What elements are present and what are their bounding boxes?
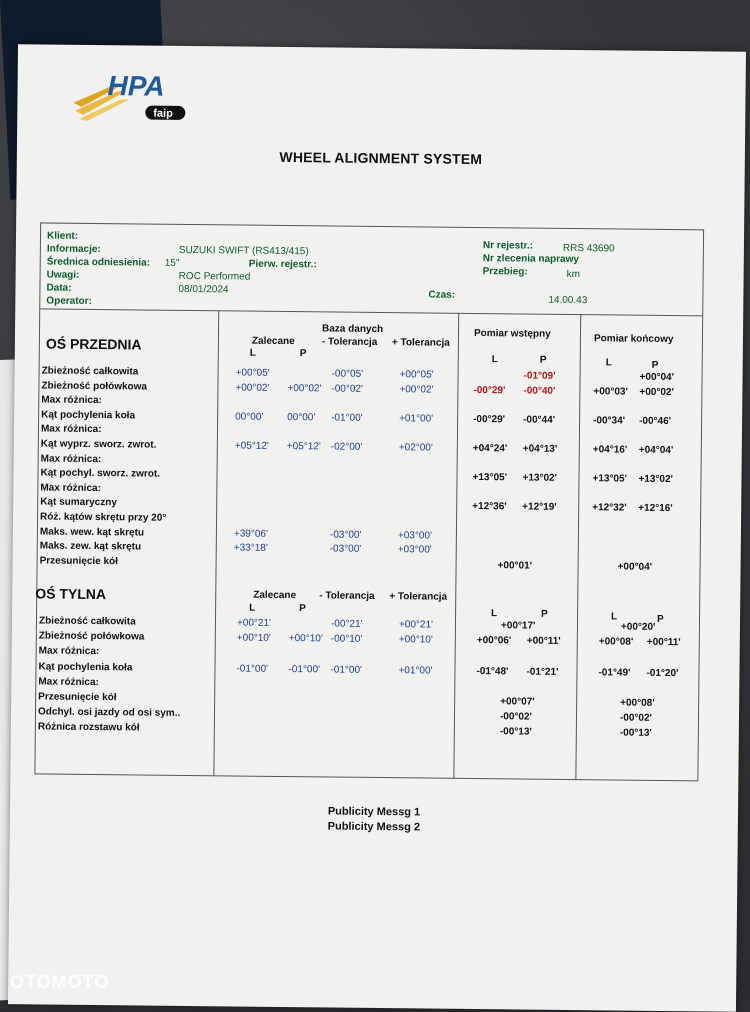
w-l-header: L <box>491 354 498 366</box>
initial-right-value: -00°44' <box>523 414 556 426</box>
row-label: Kąt pochylenia koła <box>38 661 133 674</box>
row-label: Maks. wew. kąt skrętu <box>39 526 145 539</box>
srednica-value: 15" <box>164 257 180 269</box>
tol-minus-header: - Tolerancja <box>321 336 378 348</box>
final-value: +00°04' <box>617 561 653 573</box>
final-left-value: -01°49' <box>598 666 631 679</box>
row-label: Max różnica: <box>38 645 100 658</box>
zal-l-header: L <box>249 347 256 359</box>
alignment-report-sheet <box>8 44 746 1012</box>
baza-header: Baza danych <box>321 323 384 336</box>
tolerance-minus-value: -02°00' <box>330 441 363 453</box>
row-label: Max różnica: <box>40 423 102 436</box>
initial-left-value: +04°24' <box>472 442 508 455</box>
publicity-message-2: Publicity Messg 2 <box>327 820 421 834</box>
tolerance-minus-value: -01°00' <box>330 664 363 676</box>
final-right-value: +13°02' <box>638 473 674 486</box>
tolerance-plus-value: +00°21' <box>398 619 434 631</box>
rear-zal-l-header: L <box>249 602 256 614</box>
final-right-value: +00°02' <box>639 386 674 398</box>
publicity-message-1: Publicity Messg 1 <box>327 805 421 819</box>
w-p-header: P <box>539 354 547 366</box>
recommended-left-value: -01°00' <box>236 663 269 675</box>
initial-right-value: +04°13' <box>522 443 558 455</box>
initial-value: +00°01' <box>497 560 533 572</box>
tolerance-minus-value: -00°10' <box>330 633 363 646</box>
rear-w-l-header: L <box>491 608 498 620</box>
row-label: Kąt pochyl. sworz. zwrot. <box>40 467 161 480</box>
recommended-left-value: +00°10' <box>236 632 271 645</box>
tolerance-minus-value: -00°05' <box>331 368 364 380</box>
row-label: Kąt wyprz. sworz. zwrot. <box>40 438 157 451</box>
recommended-left-value: +00°05' <box>235 367 270 379</box>
final-right-value: +00°04' <box>639 371 675 384</box>
k-l-header: L <box>605 357 612 369</box>
col-divider-3 <box>575 314 581 780</box>
rear-zal-p-header: P <box>299 603 306 615</box>
czas-value: 14.00.43 <box>548 294 588 307</box>
final-right-value: -01°20' <box>646 667 679 679</box>
srednica-label: Średnica odniesienia: <box>46 256 151 269</box>
row-label: Różnica rozstawu kół <box>37 721 140 734</box>
col-divider-1 <box>213 310 219 776</box>
initial-right-value: +13°02' <box>522 472 558 485</box>
hpa-faip-logo <box>73 65 194 126</box>
row-label: Przesunięcie kół <box>39 555 119 568</box>
final-right-value: +04°04' <box>638 444 674 457</box>
row-label: Max różnica: <box>38 676 99 688</box>
final-right-value: -00°46' <box>639 415 672 427</box>
recommended-left-value: +05°12' <box>234 440 269 452</box>
informacje-value: SUZUKI SWIFT (RS413/415) <box>178 244 309 258</box>
final-value: -00°02' <box>619 712 653 725</box>
data-value: 08/01/2024 <box>178 283 229 296</box>
recommended-right-value: +05°12' <box>286 441 321 453</box>
header-divider <box>40 308 702 316</box>
results-table <box>34 222 704 781</box>
rear-k-p-header: P <box>656 613 664 625</box>
tolerance-minus-value: -03°00' <box>329 543 362 555</box>
document-title: WHEEL ALIGNMENT SYSTEM <box>279 148 483 168</box>
row-label: Maks. zew. kąt skrętu <box>39 540 142 553</box>
row-label: Kąt pochylenia koła <box>41 409 136 422</box>
tolerance-minus-value: -00°02' <box>331 383 363 395</box>
recommended-left-value: +00°21' <box>236 617 272 629</box>
tolerance-plus-value: +00°05' <box>399 369 434 381</box>
row-label: Zbieżność całkowita <box>38 615 136 628</box>
row-label: Przesunięcie kół <box>38 691 117 704</box>
rear-w-p-header: P <box>541 608 548 620</box>
row-label: Zbieżność połówkowa <box>38 630 145 643</box>
row-label: Max różnica: <box>40 482 102 494</box>
tolerance-plus-value: +03°00' <box>397 544 432 556</box>
zal-p-header: P <box>299 348 307 360</box>
initial-left-value: +13°05' <box>472 472 508 484</box>
tolerance-plus-value: +01°00' <box>398 664 433 677</box>
final-value: +00°08' <box>620 697 655 709</box>
initial-left-value: -00°29' <box>473 384 506 396</box>
recommended-left-value: +00°02' <box>235 382 270 394</box>
tolerance-minus-value: -00°21' <box>330 618 363 630</box>
final-left-value: +00°03' <box>593 385 628 398</box>
czas-label: Czas: <box>428 289 456 301</box>
rear-axle-title: OŚ TYLNA <box>35 585 107 603</box>
przebieg-unit: km <box>566 268 581 281</box>
otomoto-watermark: OTOMOTO <box>10 972 110 992</box>
rear-zalecane-header: Zalecane <box>253 589 297 602</box>
recommended-left-value: +33°18' <box>233 542 268 555</box>
zalecane-header: Zalecane <box>251 335 295 348</box>
nr-zlec-label: Nr zlecenia naprawy <box>482 253 580 266</box>
initial-value: -00°02' <box>499 711 533 723</box>
row-label: Zbieżność połówkowa <box>41 380 148 393</box>
przebieg-label: Przebieg: <box>482 266 528 278</box>
row-label: Kąt sumaryczny <box>40 496 117 509</box>
recommended-right-value: 00°00' <box>287 411 316 424</box>
tolerance-plus-value: +01°00' <box>399 412 434 425</box>
final-left-value: +00°08' <box>598 636 634 648</box>
final-left-value: +12°32' <box>592 502 627 514</box>
initial-left-value: -01°48' <box>476 665 509 677</box>
tolerance-plus-value: +02°00' <box>398 442 433 454</box>
row-label: Max różnica: <box>40 453 102 465</box>
final-right-value: +00°11' <box>646 636 681 649</box>
wstepny-header: Pomiar wstępny <box>473 327 551 340</box>
tolerance-plus-value: +03°00' <box>397 529 432 542</box>
recommended-right-value: +00°10' <box>288 633 323 645</box>
row-label: Zbieżność całkowita <box>41 365 139 378</box>
initial-right-value: -01°21' <box>526 666 559 678</box>
front-axle-title: OŚ PRZEDNIA <box>45 335 142 353</box>
svg-text:faip: faip <box>153 107 173 120</box>
uwagi-value: ROC Performed <box>178 270 251 283</box>
recommended-right-value: +00°02' <box>287 382 322 394</box>
tolerance-plus-value: +00°02' <box>399 383 434 396</box>
row-label: Max różnica: <box>41 394 102 407</box>
initial-right-value: -00°40' <box>523 385 556 397</box>
data-label: Data: <box>46 282 72 294</box>
nr-rej-value: RRS 43690 <box>562 242 615 255</box>
uwagi-label: Uwagi: <box>46 269 80 281</box>
tol-plus-header: + Tolerancja <box>391 337 450 349</box>
col-divider-2 <box>453 313 459 779</box>
k-p-header: P <box>651 359 659 371</box>
initial-right-value: -01°09' <box>523 370 556 382</box>
pierw-label: Pierw. rejestr.: <box>248 258 317 271</box>
final-right-value: +12°16' <box>638 503 673 515</box>
informacje-label: Informacje: <box>46 243 101 256</box>
rear-tol-minus-header: - Tolerancja <box>319 590 375 602</box>
initial-right-value: +00°11' <box>526 635 561 648</box>
final-left-value: +04°16' <box>592 444 628 456</box>
row-label: Odchyl. osi jazdy od osi sym.. <box>37 706 181 720</box>
recommended-left-value: 00°00' <box>235 411 264 423</box>
rear-tol-plus-header: + Tolerancja <box>389 591 448 603</box>
final-left-value: +13°05' <box>592 473 628 485</box>
initial-value: +00°07' <box>500 696 535 708</box>
final-value: -00°13' <box>619 727 652 740</box>
tolerance-minus-value: -01°00' <box>331 412 363 424</box>
tolerance-plus-value: +00°10' <box>398 634 433 646</box>
tolerance-minus-value: -03°00' <box>329 529 362 541</box>
final-value: +00°20' <box>620 621 656 633</box>
operator-label: Operator: <box>46 295 92 307</box>
recommended-left-value: +39°06' <box>233 528 268 540</box>
initial-left-value: +00°06' <box>476 635 512 647</box>
initial-value: +00°17' <box>500 620 536 632</box>
initial-right-value: +12°19' <box>522 501 557 514</box>
recommended-right-value: -01°00' <box>288 663 321 675</box>
rear-k-l-header: L <box>610 611 618 623</box>
koncowy-header: Pomiar końcowy <box>593 333 674 346</box>
initial-left-value: +12°36' <box>472 501 507 513</box>
final-left-value: -00°34' <box>593 415 626 427</box>
nr-rej-label: Nr rejestr.: <box>482 240 534 252</box>
klient-label: Klient: <box>46 230 79 242</box>
initial-value: -00°13' <box>499 726 532 738</box>
svg-text:HPA: HPA <box>107 70 165 102</box>
row-label: Róż. kątów skrętu przy 20° <box>40 511 167 524</box>
initial-left-value: -00°29' <box>473 413 506 426</box>
